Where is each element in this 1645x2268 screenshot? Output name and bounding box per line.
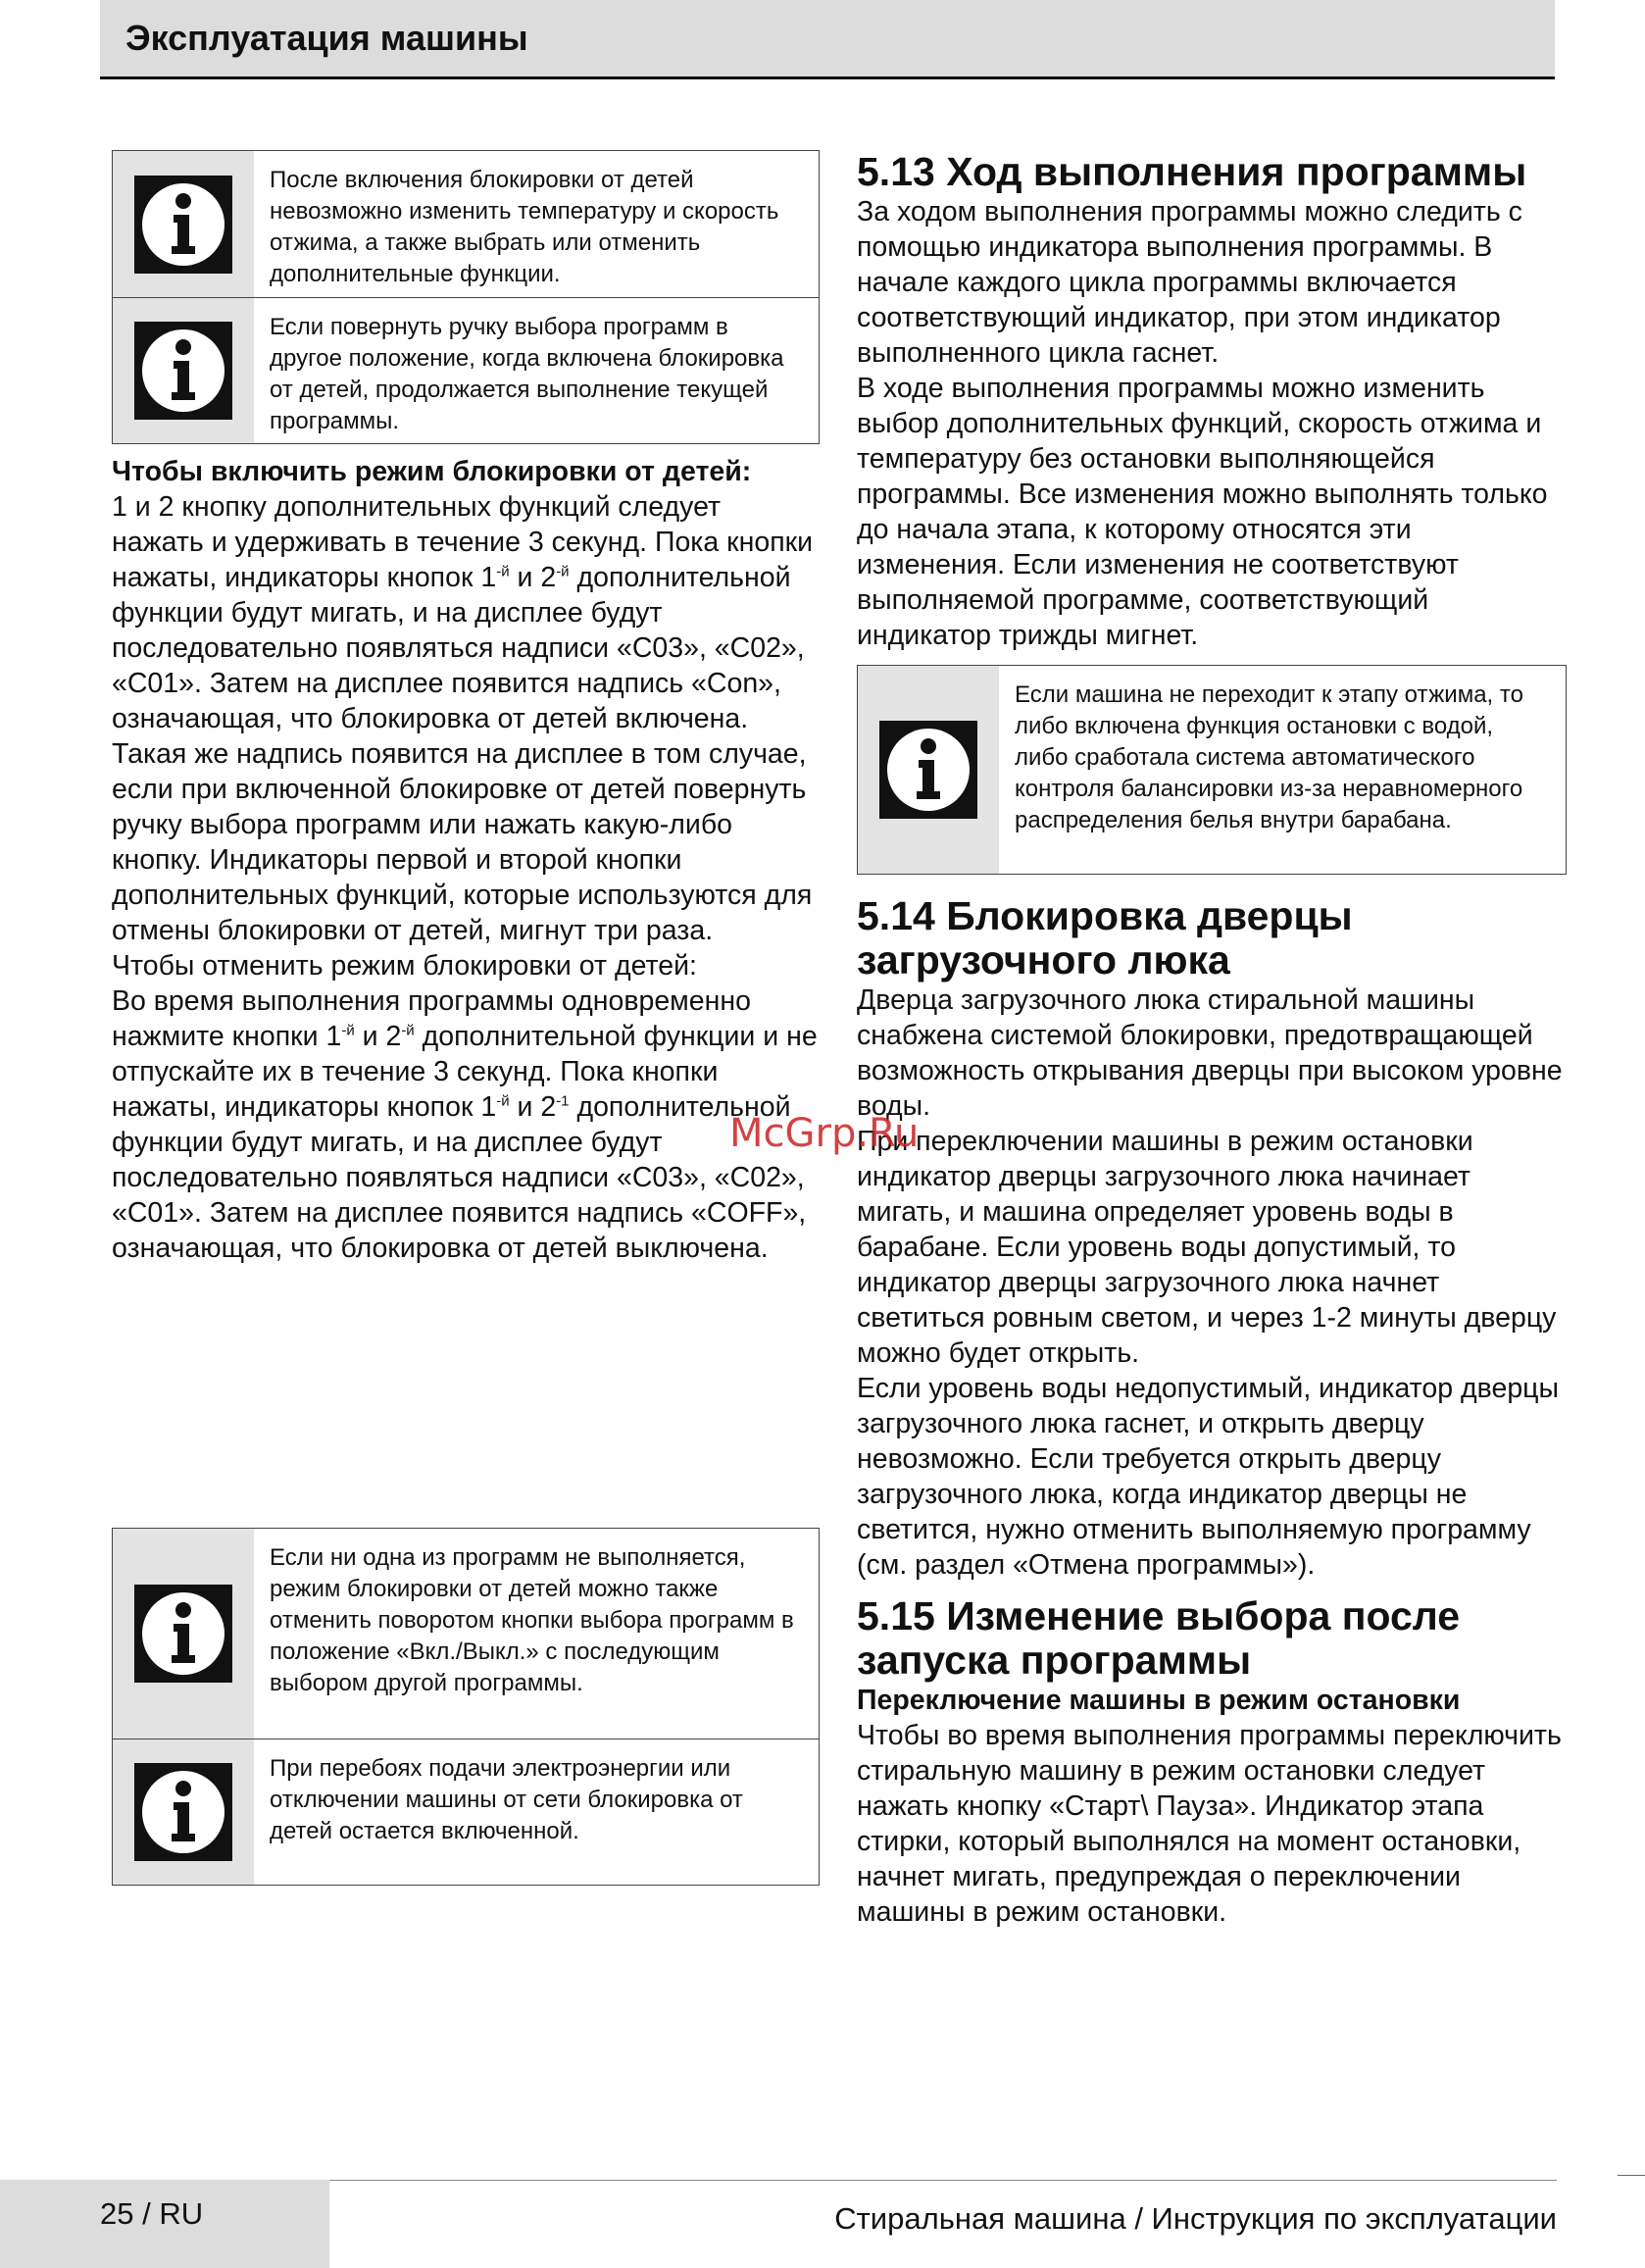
note-text: При перебоях подачи электроэнергии или отключении машины от сети блокировка от детей остается включенной.: [270, 1755, 743, 1844]
right-column: [857, 150, 1567, 1930]
section-title-5-15: 5.15 Изменение выбора после запуска программы: [857, 1593, 1461, 1683]
section-body-5-14: Дверца загрузочного люка стиральной машины снабжена системой блокировки, предотвращающей возможность открывания дверцы при высоком уровне воды. При переключении машины в режим остановки индикатор дверцы загрузочного люка начинает мигать, и машина определяет уровень воды в барабане. Если уровень воды допустимый, то индикатор дверцы загрузочного люка начнет светиться ровным светом, и через 1-2 минуты дверцу можно будет открыть. Если уровень воды недопустимый, индикатор дверцы загрузочного люка гаснет, и открыть дверцу невозможно. Если требуется открыть дверцу загрузочного люка, когда индикатор дверцы не светится, нужно отменить выполняемую программу (см. раздел «Отмена программы»).: [857, 984, 1563, 1581]
note-row: [113, 151, 819, 298]
enable-paragraph: 1 и 2 кнопку дополнительных функций следует нажать и удерживать в течение 3 секунд. Пока кнопки нажаты, индикаторы кнопок $1^{-й}$ и $2^{-й}$ дополнительной функции будут мигать, и на дисплее будут последовательно появляться надписи «C03», «C02», «C01». Затем на дисплее появится надпись «Con», означающая, что блокировка от детей включена. Такая же надпись появится на дисплее в том случае, если при включенной блокировке от детей повернуть ручку выбора программ или нажать какую-либо кнопку. Индикаторы первой и второй кнопки дополнительных функций, которые используются для отмены блокировки от детей, мигнут три раза.: [112, 491, 814, 946]
note-box-top: [112, 150, 820, 444]
info-icon: [134, 1585, 232, 1683]
info-icon: [134, 1763, 232, 1861]
page-header: [100, 0, 1555, 79]
note-text: После включения блокировки от детей невозможно изменить температуру и скорость отжима, а также выбрать или отменить дополнительные функции.: [270, 167, 779, 287]
left-column: [112, 150, 820, 1844]
note-text: Если ни одна из программ не выполняется, режим блокировки от детей можно также отменить поворотом кнопки выбора программ в положение «Вкл./Выкл.» с последующим выбором другой программы.: [270, 1544, 794, 1696]
page-header-title: Эксплуатация машины: [125, 18, 528, 58]
info-icon: [134, 176, 232, 274]
footer-divider: [329, 2180, 1557, 2181]
note-row: [113, 1529, 819, 1739]
child-lock-instructions: [112, 454, 820, 1266]
note-row: [113, 298, 819, 443]
note-row: [113, 1739, 819, 1885]
disable-paragraph: Во время выполнения программы одновременно нажмите кнопки $1^{-й}$ и $2^{-й}$ дополнительной функции и не отпускайте их в течение 3 секунд. Пока кнопки нажаты, индикаторы кнопок $1^{-й}$ и $2^{-1}$ дополнительной функции будут мигать, и на дисплее будут последовательно появляться надписи «C03», «C02», «C01». Затем на дисплее появится надпись «COFF», означающая, что блокировка от детей выключена.: [112, 985, 818, 1264]
note-box-bottom: [112, 1528, 820, 1886]
section-body-5-15: Чтобы во время выполнения программы переключить стиральную машину в режим остановки следует нажать кнопку «Старт\ Пауза». Индикатор этапа стирки, который выполнялся на момент остановки, начнет мигать, предупреждая о переключении машины в режим остановки.: [857, 1720, 1562, 1928]
footer-tick: [1618, 2175, 1645, 2176]
note-row: [858, 666, 1566, 874]
section-subheading-5-15: Переключение машины в режим остановки: [857, 1685, 1461, 1716]
note-text: Если повернуть ручку выбора программ в другое положение, когда включена блокировка от детей, продолжается выполнение текущей программы.: [270, 314, 784, 434]
info-icon: [879, 721, 977, 819]
section-body-5-13: За ходом выполнения программы можно следить с помощью индикатора выполнения программы. В начале каждого цикла программы включается соответствующий индикатор, при этом индикатор выполненного цикла гаснет. В ходе выполнения программы можно изменить выбор дополнительных функций, скорость отжима и температуру без остановки выполняющейся программы. Все изменения можно выполнять только до начала этапа, к которому относятся эти изменения. Если изменения не соответствуют выполняемой программе, соответствующий индикатор трижды мигнет.: [857, 196, 1548, 651]
disable-heading: Чтобы отменить режим блокировки от детей:: [112, 950, 697, 982]
info-icon: [134, 322, 232, 420]
watermark: McGrp.Ru: [729, 1111, 920, 1156]
enable-heading: Чтобы включить режим блокировки от детей:: [112, 456, 752, 487]
note-box-spin: [857, 665, 1567, 875]
page-number: 25 / RU: [100, 2196, 204, 2231]
section-title-5-13: 5.13 Ход выполнения программы: [857, 149, 1527, 194]
note-text: Если машина не переходит к этапу отжима, то либо включена функция остановки с водой, либо сработала система автоматического контроля балансировки из-за неравномерного распределения белья внутри барабана.: [1015, 681, 1523, 833]
footer-text: Стиральная машина / Инструкция по эксплуатации: [834, 2201, 1557, 2236]
section-title-5-14: 5.14 Блокировка дверцы загрузочного люка: [857, 893, 1353, 983]
